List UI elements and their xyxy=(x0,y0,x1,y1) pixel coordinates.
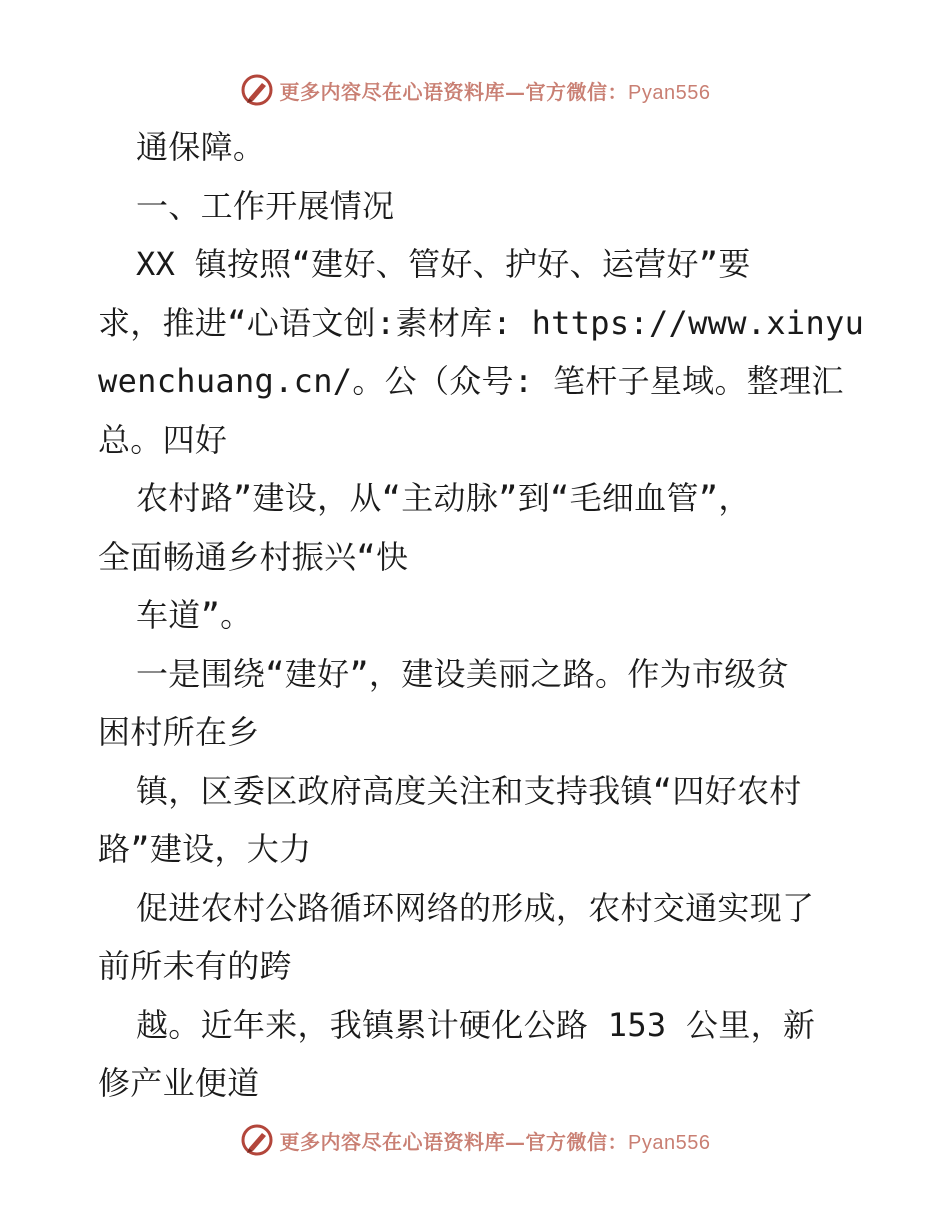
section-heading: 一、工作开展情况 xyxy=(136,186,395,225)
footer-text: 更多内容尽在心语资料库—官方微信：Pyan556 xyxy=(279,1129,711,1154)
body-line: 一是围绕“建好”，建设美丽之路。作为市级贫 xyxy=(136,654,789,693)
body-line: 全面畅通乡村振兴“快 xyxy=(98,537,409,576)
body-line: 总。四好 xyxy=(98,420,228,459)
header-wechat-id: Pyan556 xyxy=(628,81,711,104)
body-line: wenchuang.cn/。公（众号: 笔杆子星域。整理汇 xyxy=(98,362,844,400)
body-line: 前所未有的跨 xyxy=(98,947,292,985)
body-line: 困村所在乡 xyxy=(98,713,260,751)
body-line: 车道”。 xyxy=(136,596,253,634)
body-line: 通保障。 xyxy=(136,128,266,166)
body-line: 修产业便道 xyxy=(98,1064,260,1102)
body-line: 越。近年来，我镇累计硬化公路 153 公里，新 xyxy=(136,1005,816,1044)
header-text: 更多内容尽在心语资料库—官方微信：Pyan556 xyxy=(279,79,711,104)
pen-logo-icon xyxy=(240,1123,274,1157)
footer-banner xyxy=(0,1120,950,1160)
document-body xyxy=(98,118,865,1113)
body-line: 镇，区委区政府高度关注和支持我镇“四好农村 xyxy=(136,771,802,810)
body-line: 求，推进“心语文创:素材库: https://www.xinyu xyxy=(98,303,865,342)
body-line: 路”建设，大力 xyxy=(98,830,312,868)
body-line: 农村路”建设，从“主动脉”到“毛细血管”， xyxy=(136,479,751,517)
header-banner xyxy=(0,70,950,110)
footer-wechat-id: Pyan556 xyxy=(628,1131,711,1154)
pen-logo-icon xyxy=(240,73,274,107)
body-line: XX 镇按照“建好、管好、护好、运营好”要 xyxy=(136,245,751,283)
body-line: 促进农村公路循环网络的形成，农村交通实现了 xyxy=(136,888,815,927)
